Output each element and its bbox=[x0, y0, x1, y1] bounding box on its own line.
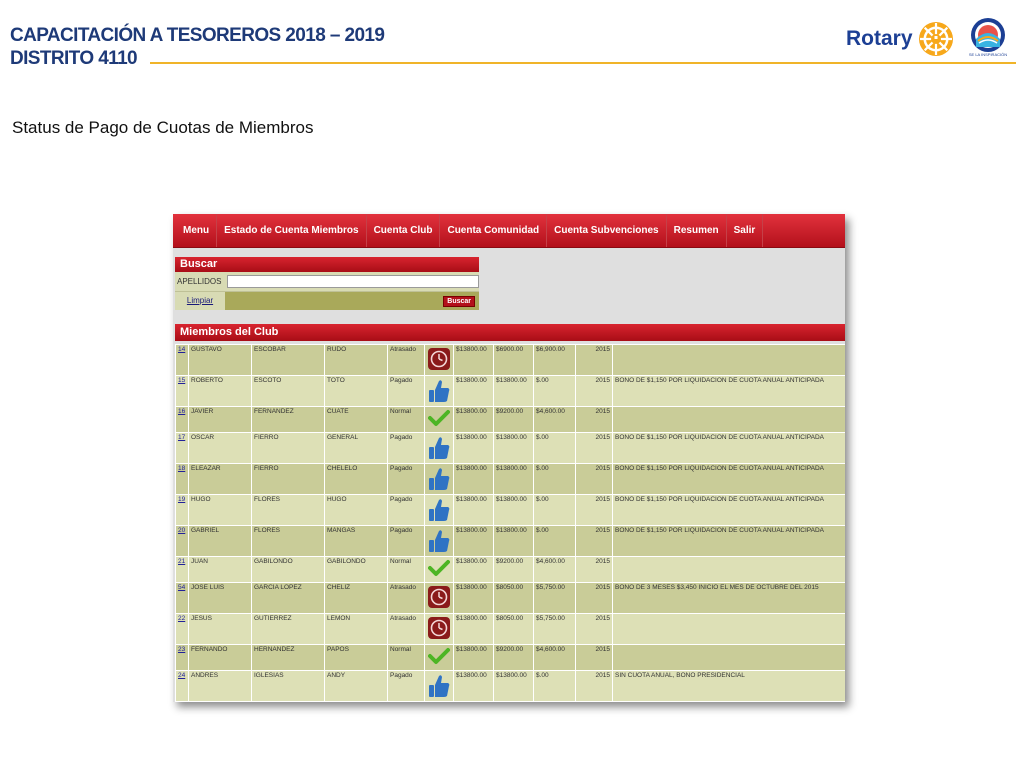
table-row bbox=[176, 464, 846, 495]
member-year: 2015 bbox=[576, 671, 613, 702]
nav-cuenta-subvenciones[interactable]: Cuenta Subvenciones bbox=[547, 214, 666, 247]
member-nickname: ANDY bbox=[325, 671, 388, 702]
member-balance: $5,750.00 bbox=[534, 614, 576, 645]
member-status: Pagado bbox=[388, 433, 425, 464]
member-first-name: HUGO bbox=[189, 495, 252, 526]
table-row bbox=[176, 557, 846, 583]
member-total: $13800.00 bbox=[454, 645, 494, 671]
member-status: Atrasado bbox=[388, 583, 425, 614]
table-row bbox=[176, 614, 846, 645]
member-total: $13800.00 bbox=[454, 464, 494, 495]
status-icon-cell bbox=[425, 583, 454, 614]
status-icon-cell bbox=[425, 407, 454, 433]
thumbs-up-icon bbox=[427, 673, 451, 699]
nav-estado-cuenta-miembros[interactable]: Estado de Cuenta Miembros bbox=[217, 214, 366, 247]
status-icon-cell bbox=[425, 671, 454, 702]
nav-cuenta-club[interactable]: Cuenta Club bbox=[367, 214, 441, 247]
slide-title-line1: CAPACITACIÓN A TESOREROS 2018 – 2019 bbox=[10, 25, 385, 46]
members-table-wrap bbox=[175, 344, 845, 702]
member-balance: $6,900.00 bbox=[534, 345, 576, 376]
member-status: Pagado bbox=[388, 671, 425, 702]
member-year: 2015 bbox=[576, 614, 613, 645]
member-id-link[interactable]: 19 bbox=[176, 495, 189, 526]
member-last-name: HERNANDEZ bbox=[252, 645, 325, 671]
nav-salir[interactable]: Salir bbox=[727, 214, 764, 247]
member-paid: $8050.00 bbox=[494, 583, 534, 614]
member-total: $13800.00 bbox=[454, 526, 494, 557]
status-icon-cell bbox=[425, 526, 454, 557]
search-panel bbox=[175, 257, 479, 310]
main-nav bbox=[173, 214, 845, 248]
member-note: BONO DE $1,150 POR LIQUIDACION DE CUOTA ANUAL ANTICIPADA bbox=[613, 433, 846, 464]
table-row bbox=[176, 376, 846, 407]
member-balance: $.00 bbox=[534, 433, 576, 464]
table-row bbox=[176, 526, 846, 557]
nav-menu[interactable]: Menu bbox=[173, 214, 217, 247]
member-paid: $13800.00 bbox=[494, 526, 534, 557]
member-nickname: HUGO bbox=[325, 495, 388, 526]
status-icon-cell bbox=[425, 645, 454, 671]
member-last-name: GABILONDO bbox=[252, 557, 325, 583]
member-last-name: FIERRO bbox=[252, 464, 325, 495]
member-year: 2015 bbox=[576, 407, 613, 433]
member-status: Pagado bbox=[388, 464, 425, 495]
search-panel-title: Buscar bbox=[175, 257, 479, 272]
member-balance: $.00 bbox=[534, 495, 576, 526]
table-row bbox=[176, 645, 846, 671]
member-nickname: MANGAS bbox=[325, 526, 388, 557]
member-first-name: JOSE LUIS bbox=[189, 583, 252, 614]
member-status: Pagado bbox=[388, 526, 425, 557]
members-panel-title: Miembros del Club bbox=[175, 324, 845, 341]
slide-subtitle: Status de Pago de Cuotas de Miembros bbox=[12, 118, 314, 137]
member-balance: $4,600.00 bbox=[534, 407, 576, 433]
member-note: SIN CUOTA ANUAL, BONO PRESIDENCIAL bbox=[613, 671, 846, 702]
status-icon-cell bbox=[425, 376, 454, 407]
member-status: Atrasado bbox=[388, 614, 425, 645]
member-last-name: ESCOBAR bbox=[252, 345, 325, 376]
member-id-link[interactable]: 24 bbox=[176, 671, 189, 702]
member-paid: $9200.00 bbox=[494, 557, 534, 583]
member-paid: $13800.00 bbox=[494, 376, 534, 407]
member-nickname: GENERAL bbox=[325, 433, 388, 464]
members-table bbox=[175, 344, 845, 702]
check-icon bbox=[428, 647, 450, 665]
member-first-name: GUSTAVO bbox=[189, 345, 252, 376]
member-id-link[interactable]: 17 bbox=[176, 433, 189, 464]
member-note bbox=[613, 345, 846, 376]
member-last-name: IGLESIAS bbox=[252, 671, 325, 702]
member-total: $13800.00 bbox=[454, 671, 494, 702]
member-last-name: GARCIA LOPEZ bbox=[252, 583, 325, 614]
member-nickname: PAPOS bbox=[325, 645, 388, 671]
nav-cuenta-comunidad[interactable]: Cuenta Comunidad bbox=[440, 214, 547, 247]
buscar-button[interactable]: Buscar bbox=[443, 296, 475, 307]
header-divider bbox=[150, 62, 1016, 64]
member-note: BONO DE $1,150 POR LIQUIDACION DE CUOTA ANUAL ANTICIPADA bbox=[613, 464, 846, 495]
member-nickname: LEMON bbox=[325, 614, 388, 645]
check-icon bbox=[428, 409, 450, 427]
member-year: 2015 bbox=[576, 526, 613, 557]
member-total: $13800.00 bbox=[454, 345, 494, 376]
member-id-link[interactable]: 21 bbox=[176, 557, 189, 583]
member-status: Atrasado bbox=[388, 345, 425, 376]
member-balance: $4,600.00 bbox=[534, 645, 576, 671]
thumbs-up-icon bbox=[427, 497, 451, 523]
clock-icon bbox=[427, 616, 451, 640]
member-note bbox=[613, 407, 846, 433]
thumbs-up-icon bbox=[427, 435, 451, 461]
status-icon-cell bbox=[425, 345, 454, 376]
table-row bbox=[176, 345, 846, 376]
member-last-name: FLORES bbox=[252, 495, 325, 526]
member-paid: $13800.00 bbox=[494, 464, 534, 495]
member-nickname: GABILONDO bbox=[325, 557, 388, 583]
member-paid: $13800.00 bbox=[494, 433, 534, 464]
member-note: BONO DE $1,150 POR LIQUIDACION DE CUOTA ANUAL ANTICIPADA bbox=[613, 376, 846, 407]
member-status: Normal bbox=[388, 407, 425, 433]
member-year: 2015 bbox=[576, 376, 613, 407]
member-balance: $.00 bbox=[534, 526, 576, 557]
status-icon-cell bbox=[425, 495, 454, 526]
status-icon-cell bbox=[425, 614, 454, 645]
clock-icon bbox=[427, 347, 451, 371]
member-paid: $13800.00 bbox=[494, 671, 534, 702]
table-row bbox=[176, 671, 846, 702]
thumbs-up-icon bbox=[427, 378, 451, 404]
member-year: 2015 bbox=[576, 557, 613, 583]
member-total: $13800.00 bbox=[454, 376, 494, 407]
member-total: $13800.00 bbox=[454, 407, 494, 433]
status-icon-cell bbox=[425, 433, 454, 464]
member-paid: $13800.00 bbox=[494, 495, 534, 526]
rotary-wordmark: Rotary bbox=[846, 27, 913, 50]
rotary-logo bbox=[846, 20, 955, 58]
status-icon-cell bbox=[425, 464, 454, 495]
member-id-link[interactable]: 22 bbox=[176, 614, 189, 645]
status-icon-cell bbox=[425, 557, 454, 583]
member-note: BONO DE $1,150 POR LIQUIDACION DE CUOTA ANUAL ANTICIPADA bbox=[613, 495, 846, 526]
thumbs-up-icon bbox=[427, 528, 451, 554]
member-balance: $.00 bbox=[534, 671, 576, 702]
slide-title-line2: DISTRITO 4110 bbox=[10, 48, 138, 69]
member-first-name: ANDRES bbox=[189, 671, 252, 702]
member-paid: $8050.00 bbox=[494, 614, 534, 645]
member-id-link[interactable]: 18 bbox=[176, 464, 189, 495]
member-paid: $9200.00 bbox=[494, 407, 534, 433]
member-total: $13800.00 bbox=[454, 583, 494, 614]
member-total: $13800.00 bbox=[454, 614, 494, 645]
member-first-name: ROBERTO bbox=[189, 376, 252, 407]
member-nickname: RUDO bbox=[325, 345, 388, 376]
member-note bbox=[613, 614, 846, 645]
table-row bbox=[176, 495, 846, 526]
member-status: Normal bbox=[388, 645, 425, 671]
member-paid: $6900.00 bbox=[494, 345, 534, 376]
member-first-name: GABRIEL bbox=[189, 526, 252, 557]
member-year: 2015 bbox=[576, 345, 613, 376]
member-balance: $.00 bbox=[534, 376, 576, 407]
member-year: 2015 bbox=[576, 464, 613, 495]
search-row bbox=[175, 272, 479, 292]
app-screenshot bbox=[173, 214, 845, 702]
member-id-link[interactable]: 20 bbox=[176, 526, 189, 557]
member-first-name: ELEAZAR bbox=[189, 464, 252, 495]
member-status: Normal bbox=[388, 557, 425, 583]
member-id-link[interactable]: 54 bbox=[176, 583, 189, 614]
apellidos-label: APELLIDOS bbox=[177, 277, 222, 286]
member-nickname: CHELELO bbox=[325, 464, 388, 495]
search-actions-row bbox=[175, 292, 479, 310]
thumbs-up-icon bbox=[427, 466, 451, 492]
member-year: 2015 bbox=[576, 495, 613, 526]
limpiar-link[interactable]: Limpiar bbox=[175, 292, 225, 310]
member-year: 2015 bbox=[576, 645, 613, 671]
member-balance: $4,600.00 bbox=[534, 557, 576, 583]
member-note: BONO DE $1,150 POR LIQUIDACION DE CUOTA ANUAL ANTICIPADA bbox=[613, 526, 846, 557]
member-paid: $9200.00 bbox=[494, 645, 534, 671]
member-id-link[interactable]: 16 bbox=[176, 407, 189, 433]
member-first-name: FERNANDO bbox=[189, 645, 252, 671]
clock-icon bbox=[427, 585, 451, 609]
member-status: Pagado bbox=[388, 376, 425, 407]
nav-resumen[interactable]: Resumen bbox=[667, 214, 727, 247]
member-balance: $.00 bbox=[534, 464, 576, 495]
member-id-link[interactable]: 14 bbox=[176, 345, 189, 376]
table-row bbox=[176, 407, 846, 433]
rotary-wheel-icon bbox=[917, 20, 955, 58]
member-year: 2015 bbox=[576, 583, 613, 614]
member-id-link[interactable]: 23 bbox=[176, 645, 189, 671]
member-last-name: FLORES bbox=[252, 526, 325, 557]
member-note: BONO DE 3 MESES $3,450 INICIO EL MES DE OCTUBRE DEL 2015 bbox=[613, 583, 846, 614]
member-first-name: OSCAR bbox=[189, 433, 252, 464]
table-row bbox=[176, 583, 846, 614]
theme-caption: SE LA INSPIRACIÓN bbox=[968, 52, 1008, 57]
member-note bbox=[613, 645, 846, 671]
member-id-link[interactable]: 15 bbox=[176, 376, 189, 407]
search-button-area bbox=[225, 296, 479, 307]
member-nickname: TOTO bbox=[325, 376, 388, 407]
member-first-name: JAVIER bbox=[189, 407, 252, 433]
member-last-name: ESCOTO bbox=[252, 376, 325, 407]
member-total: $13800.00 bbox=[454, 433, 494, 464]
member-balance: $5,750.00 bbox=[534, 583, 576, 614]
apellidos-input[interactable] bbox=[227, 275, 479, 288]
member-last-name: GUTIERREZ bbox=[252, 614, 325, 645]
member-first-name: JESUS bbox=[189, 614, 252, 645]
member-total: $13800.00 bbox=[454, 495, 494, 526]
member-note bbox=[613, 557, 846, 583]
member-first-name: JUAN bbox=[189, 557, 252, 583]
member-nickname: CUATE bbox=[325, 407, 388, 433]
member-total: $13800.00 bbox=[454, 557, 494, 583]
member-nickname: CHELIZ bbox=[325, 583, 388, 614]
members-table-body bbox=[176, 345, 846, 702]
member-status: Pagado bbox=[388, 495, 425, 526]
member-year: 2015 bbox=[576, 433, 613, 464]
check-icon bbox=[428, 559, 450, 577]
table-row bbox=[176, 433, 846, 464]
member-last-name: FIERRO bbox=[252, 433, 325, 464]
member-last-name: FERNANDEZ bbox=[252, 407, 325, 433]
